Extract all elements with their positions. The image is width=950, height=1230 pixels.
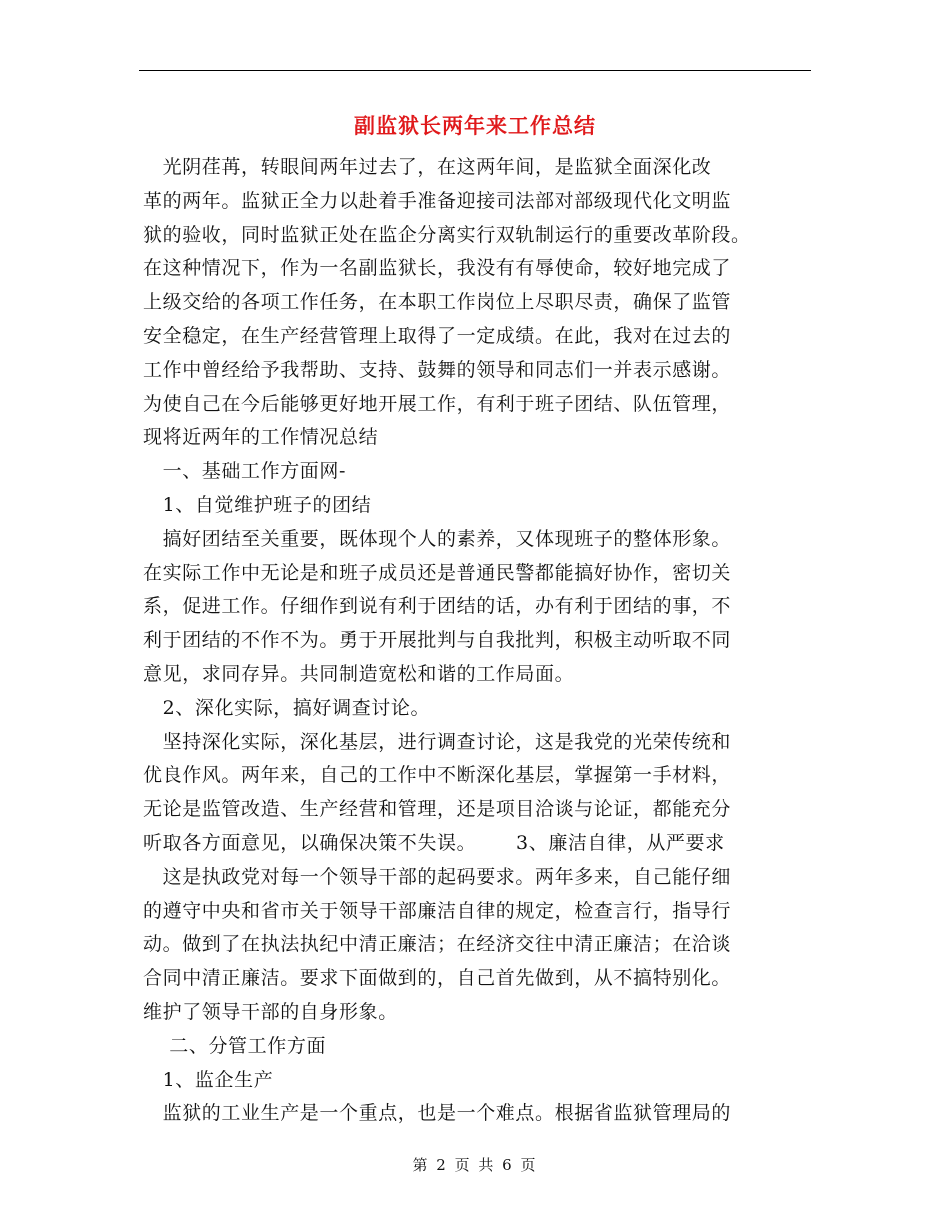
body-line: 动。做到了在执法执纪中清正廉洁；在经济交往中清正廉洁；在洽谈 — [143, 933, 732, 956]
body-line: 在实际工作中无论是和班子成员还是普通民警都能搞好协作，密切关 — [143, 561, 732, 584]
body-line: 工作中曾经给予我帮助、支持、鼓舞的领导和同志们一并表示感谢。 — [143, 358, 732, 381]
body-line: 革的两年。监狱正全力以赴着手准备迎接司法部对部级现代化文明监 — [143, 189, 732, 212]
body-line: 现将近两年的工作情况总结 — [143, 426, 379, 449]
body-line: 二、分管工作方面 — [143, 1034, 327, 1057]
body-line: 优良作风。两年来，自己的工作中不断深化基层，掌握第一手材料， — [143, 764, 732, 787]
body-line: 监狱的工业生产是一个重点，也是一个难点。根据省监狱管理局的 — [143, 1102, 732, 1125]
body-line: 在这种情况下，作为一名副监狱长，我没有有辱使命，较好地完成了 — [143, 257, 732, 280]
body-line: 安全稳定，在生产经营管理上取得了一定成绩。在此，我对在过去的 — [143, 325, 732, 347]
body-line: 这是执政党对每一个领导干部的起码要求。两年多来，自己能仔细 — [143, 865, 732, 888]
document-title: 副监狱长两年来工作总结 — [354, 113, 596, 138]
body-line: 光阴荏苒，转眼间两年过去了，在这两年间，是监狱全面深化改 — [143, 156, 712, 178]
page-footer: 第 2 页 共 6 页 — [412, 1156, 538, 1174]
body-line: 上级交给的各项工作任务，在本职工作岗位上尽职尽责，确保了监管 — [143, 291, 732, 314]
body-line: 坚持深化实际，深化基层，进行调查讨论，这是我党的光荣传统和 — [143, 730, 732, 753]
body-line: 利于团结的不作不为。勇于开展批判与自我批判，积极主动听取不同 — [143, 629, 732, 652]
body-line: 狱的验收，同时监狱正处在监企分离实行双轨制运行的重要改革阶段。 — [143, 223, 751, 246]
body-line: 为使自己在今后能够更好地开展工作，有利于班子团结、队伍管理， — [143, 392, 732, 415]
body-line: 搞好团结至关重要，既体现个人的素养，又体现班子的整体形象。 — [143, 527, 732, 550]
body-line: 的遵守中央和省市关于领导干部廉洁自律的规定，检查言行，指导行 — [143, 899, 732, 922]
body-line: 1、自觉维护班子的团结 — [143, 494, 372, 516]
body-line: 1、监企生产 — [143, 1068, 274, 1091]
body-line: 无论是监管改造、生产经营和管理，还是项目洽谈与论证，都能充分 — [143, 798, 732, 821]
body-line: 听取各方面意见，以确保决策不失误。 3、廉洁自律，从严要求 — [143, 832, 725, 854]
body-line: 维护了领导干部的自身形象。 — [143, 1001, 398, 1023]
body-line: 2、深化实际，搞好调查讨论。 — [143, 696, 431, 719]
body-line: 意见，求同存异。共同制造宽松和谐的工作局面。 — [143, 663, 575, 685]
body-line: 系，促进工作。仔细作到说有利于团结的话，办有利于团结的事，不 — [143, 595, 732, 618]
body-line: 合同中清正廉洁。要求下面做到的，自己首先做到，从不搞特别化。 — [143, 967, 732, 990]
body-line: 一、基础工作方面网- — [143, 460, 347, 483]
header-rule — [139, 70, 811, 71]
